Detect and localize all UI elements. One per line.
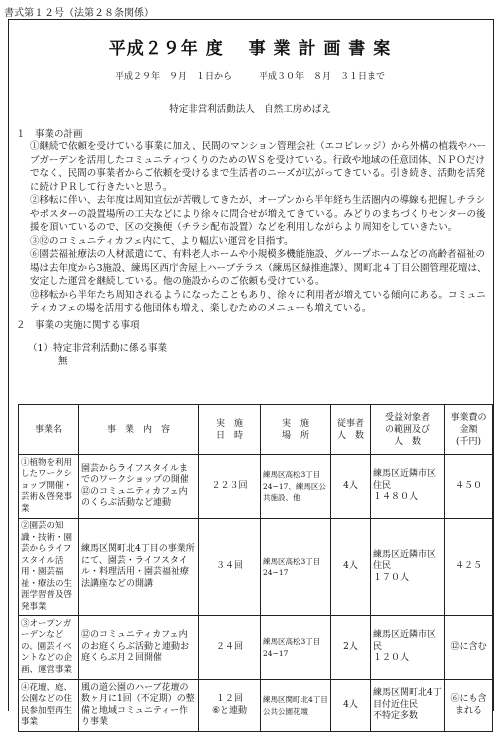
row-cost: ⑫に含む (445, 616, 493, 680)
row-staff: 2人 (331, 616, 371, 680)
row-dates: １２回 ⑥と連動 (199, 680, 261, 732)
row-staff: 4人 (331, 680, 371, 732)
row-staff: 4人 (331, 455, 371, 519)
row-beneficiaries: 練馬区関町北4丁目付近住民 不特定多数 (371, 680, 445, 732)
plan-period: 平成２９年 ９月 １日から 平成３０年 ８月 ３１日まで (114, 72, 385, 82)
header-content: 事 業 内 容 (79, 405, 199, 455)
row-staff: 4人 (331, 519, 371, 616)
row-content: ⑫のコミュニティカフェ内のお庭くらぶ活動と連動お庭くらぶ月２回開催 (79, 616, 199, 680)
plan-item-3: ③⑫のコミュニティカフェ内にて、より幅広い運営を目指す。 (30, 235, 294, 247)
none-text: 無 (58, 356, 68, 367)
row-beneficiaries: 練馬区近隣市区住民 １７０人 (371, 519, 445, 616)
row-place: 練馬区高松3丁目24−17 (261, 616, 331, 680)
organization-name: 特定非営利活動法人 自然工房めばえ (169, 104, 331, 115)
row-name: ①植物を利用したワークショップ開催・芸術＆啓発事業 (19, 455, 79, 519)
row-dates: ２２３回 (199, 455, 261, 519)
row-content: 園芸からライフスタイルまでのワークショップの開催⑫のコミュニティカフェ内のくらぶ活動など連動 (79, 455, 199, 519)
row-dates: ３４回 (199, 519, 261, 616)
header-name: 事業名 (19, 405, 79, 455)
row-cost: ４２５ (445, 519, 493, 616)
section-1-heading: １ 事業の計画 (16, 129, 83, 140)
plan-item-1: ①継続で依頼を受けている事業に加え、民間のマンション管理会社（エコビレッジ）から外構の植栽やハーブガーデンを活用したコミュニティつくりのためのＷＳを受けている。行政や地域の任意団体、ＮＰＯだけでなく、民間の事業者からご依頼を受けるまで生活者のニーズが広がってきている。引き続き、活動を活発に続けＰＲして行きたいと思う。 (30, 141, 487, 193)
table-row (19, 680, 493, 732)
row-cost: ４５０ (445, 455, 493, 519)
row-name: ③オープンガーデンなどの、園芸イベントなどの企画、運営事業 (19, 616, 79, 680)
row-place: 練馬区関町北4丁目公共公園花壇 (261, 680, 331, 732)
row-place: 練馬区高松3丁目24−17、練馬区公共施設、他 (261, 455, 331, 519)
row-cost: ⑥にも含まれる (445, 680, 493, 732)
plan-item-2: ②移転に伴い、去年度は周知宣伝が苦戦してきたが、オープンから半年経ち生活圏内の導線も把握しチラシやポスターの設置場所の工夫などにより徐々に問合せが増えてきている。みどりのまちづくりセンターの後援を頂いているので、区の交換便（チラシ配布設置）などを利用しながらより周知をしていきたい。 (30, 195, 486, 233)
subsection-1-heading: （1）特定非営利活動に係る事業 (28, 343, 168, 354)
row-beneficiaries: 練馬区近隣市区住民 １４８０人 (371, 455, 445, 519)
row-name: ②園芸の知識・技術・園芸からライフスタイル活用・園芸福祉・療法の生涯学習普及啓発事業 (19, 519, 79, 616)
row-name: ④花壇、庭、公園などの住民参加型再生事業 (19, 680, 79, 732)
row-content: 練馬区関町北4丁目の事業所にて、園芸・ライフスタイル・料理活用・園芸福祉療法講座などの開講 (79, 519, 199, 616)
header-dates: 実 施 日 時 (199, 405, 261, 455)
header-beneficiaries: 受益対象者 の範囲及び 人 数 (371, 405, 445, 455)
table-row (19, 519, 493, 616)
plan-item-5: ⑫移転から半年たち周知されるようになったこともあり、徐々に利用者が増えている傾向にある。コミュニティカフェの場を活用する他団体も増え、楽しむためのメニューも増えている。 (30, 289, 486, 314)
table-header-row (19, 405, 493, 455)
header-place: 実 施 場 所 (261, 405, 331, 455)
form-number: 書式第１２号（法第２８条関係） (4, 8, 154, 19)
row-beneficiaries: 練馬区近隣市区民 １２０人 (371, 616, 445, 680)
table-row (19, 616, 493, 680)
document-title: 平成２９年 度 事 業 計 画 書 案 (108, 39, 392, 59)
header-cost: 事業費の 金額 (千円) (445, 405, 493, 455)
row-place: 練馬区高松3丁目24−17 (261, 519, 331, 616)
plan-item-4: ⑥園芸福祉療法の人材派遣にて、有料老人ホームや小規模多機能施設、グループホームなどの高齢者福祉の場は去年度から3施設、練馬区西庁舎屋上ハーブテラス（練馬区緑推進課）、関町北４丁目公園管理花壇は、安定した運営を継続している。他の施設からのご依頼も受けている。 (30, 249, 487, 287)
row-content: 風の道公園のハーブ花壇の数ヶ月に1回（不定期）の整備と地域コミュニティー作り事業 (79, 680, 199, 732)
plan-items (30, 140, 492, 316)
business-table (18, 404, 493, 732)
table-row (19, 455, 493, 519)
section-2-heading: ２ 事業の実施に関する事項 (16, 320, 140, 331)
header-staff: 従事者 人 数 (331, 405, 371, 455)
row-dates: ２４回 (199, 616, 261, 680)
